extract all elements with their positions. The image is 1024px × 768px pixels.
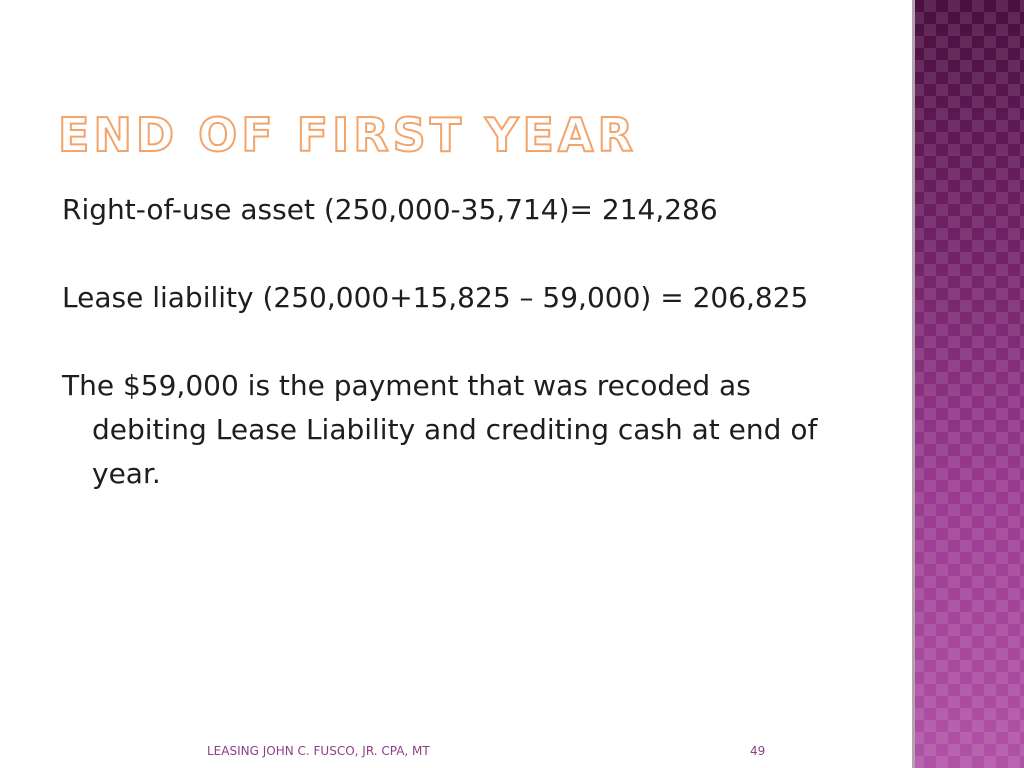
paragraph-right-of-use-asset: Right-of-use asset (250,000-35,714)= 214,286 <box>62 193 718 226</box>
slide-title: END OF FIRST YEAR <box>58 108 637 162</box>
slide-body <box>62 188 862 496</box>
decorative-side-band <box>912 0 1024 768</box>
paragraph-payment-note: The $59,000 is the payment that was recoded as debiting Lease Liability and crediting cash at end of year. <box>62 369 818 490</box>
paragraph-lease-liability: Lease liability (250,000+15,825 – 59,000) = 206,825 <box>62 281 809 314</box>
slide-footer: LEASING JOHN C. FUSCO, JR. CPA, MT <box>207 744 430 758</box>
page-number: 49 <box>750 744 766 758</box>
